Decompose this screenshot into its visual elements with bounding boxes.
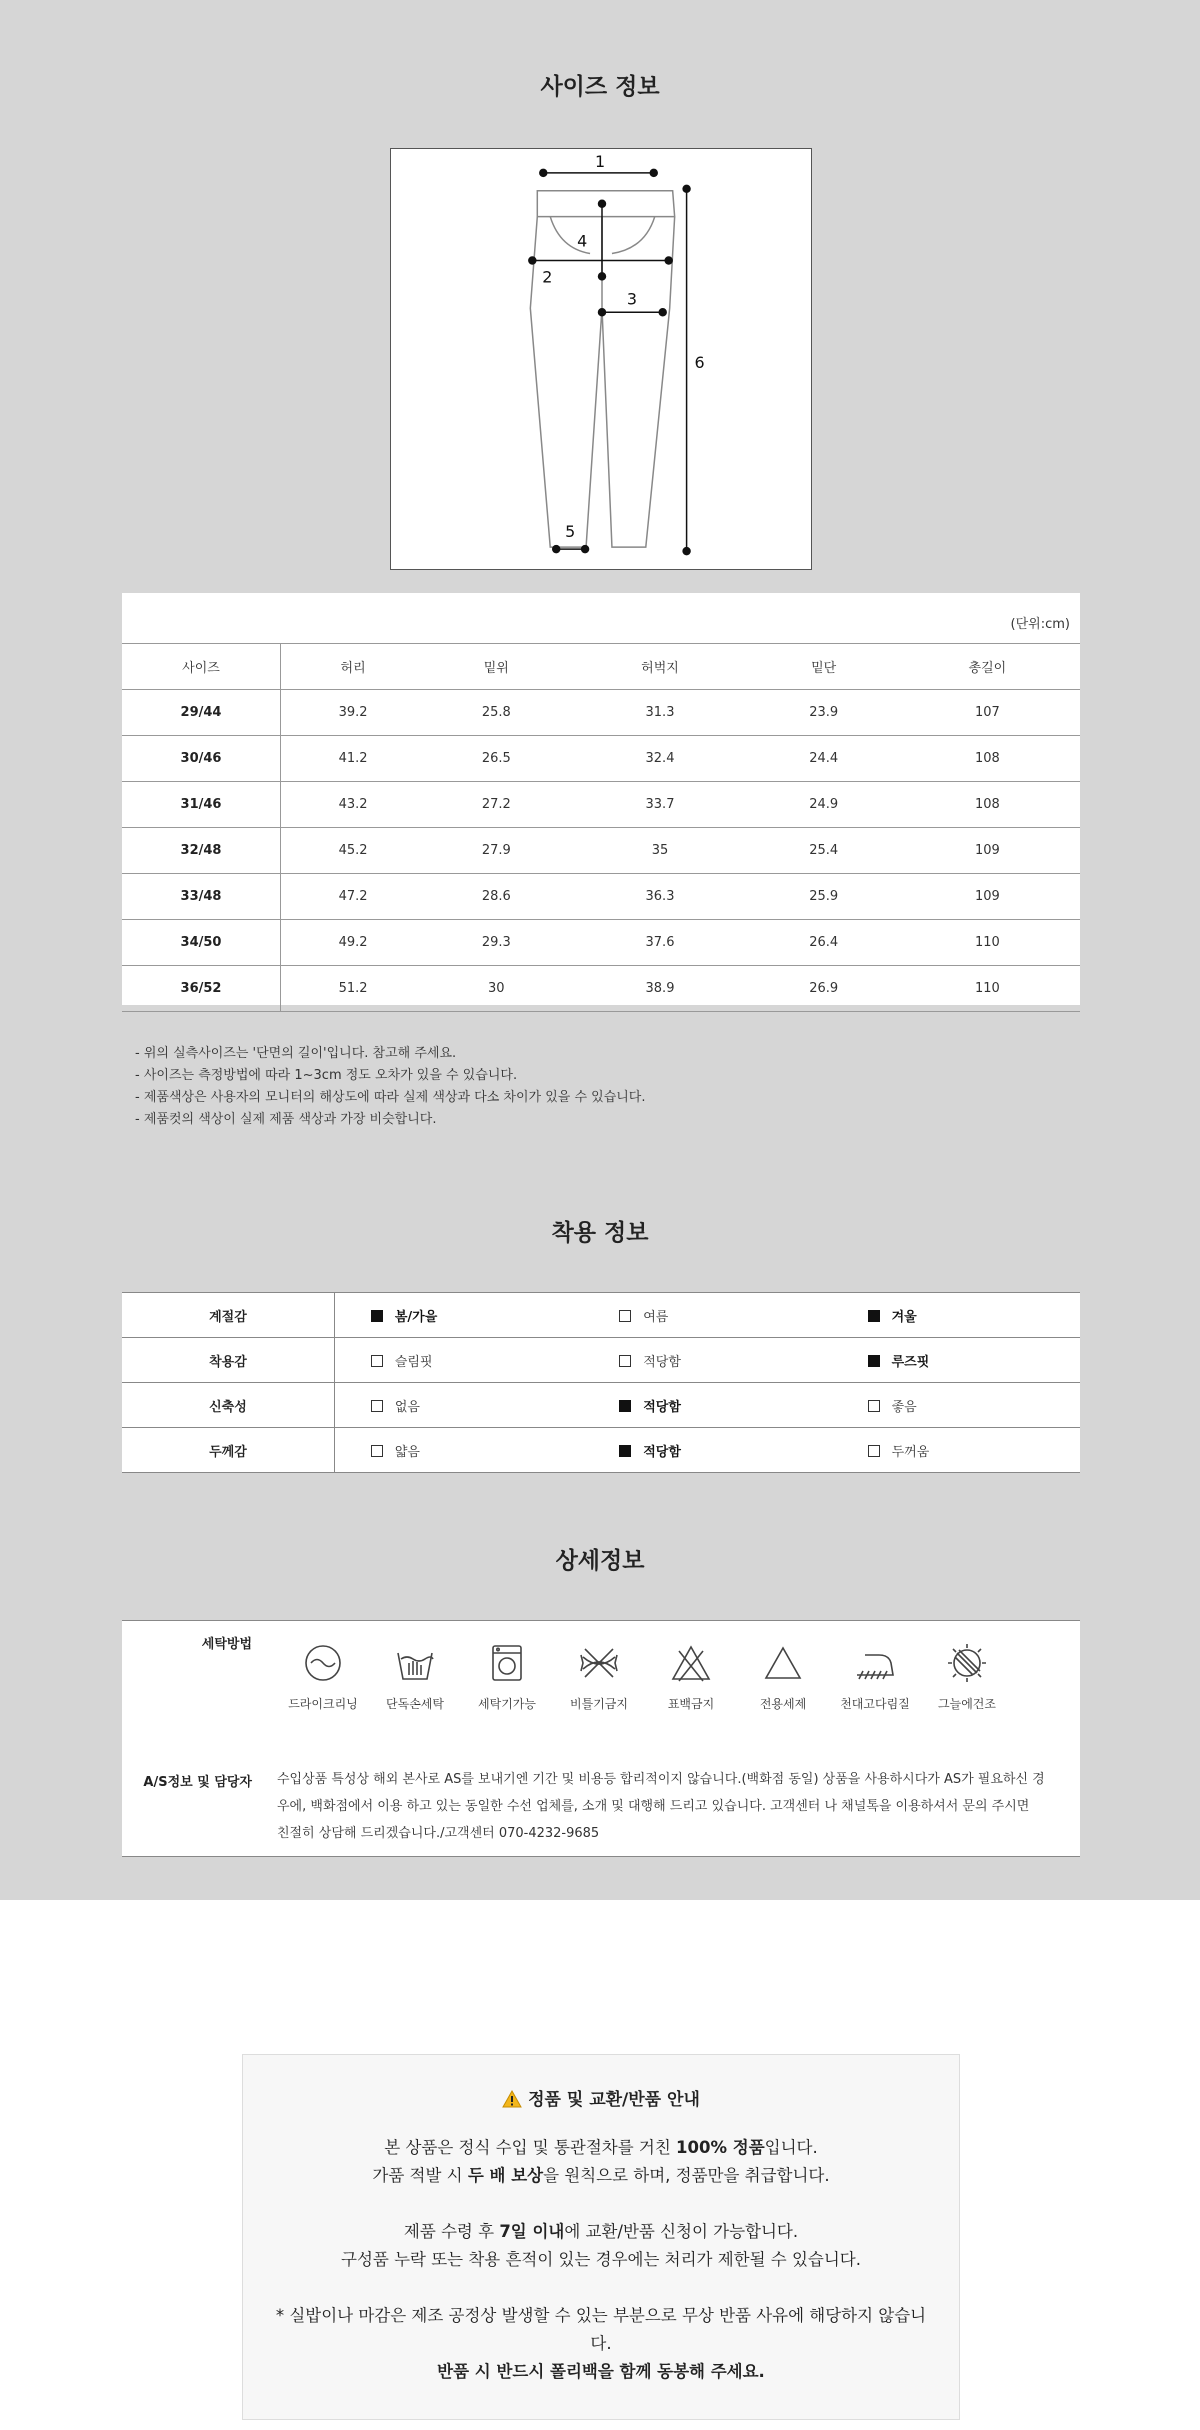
wash-item: 드라이크리닝 <box>277 1641 369 1712</box>
size-cell: 30/46 <box>122 736 281 782</box>
measure-cell: 47.2 <box>281 874 426 920</box>
measure-cell: 26.4 <box>753 920 895 966</box>
dry-clean-icon <box>301 1641 345 1685</box>
notice-line: 반품 시 반드시 폴리백을 함께 동봉해 주세요. <box>437 2362 765 2381</box>
checked-box-icon <box>619 1445 631 1457</box>
wear-label: 착용감 <box>122 1338 334 1383</box>
detail-info-panel <box>122 1620 1080 1857</box>
unchecked-box-icon <box>371 1400 383 1412</box>
size-table-panel <box>122 593 1080 1005</box>
size-cell: 36/52 <box>122 966 281 1012</box>
size-row <box>122 874 1080 920</box>
size-cell: 33/48 <box>122 874 281 920</box>
wear-option: 루즈핏 <box>832 1338 1080 1383</box>
wear-row <box>122 1293 1080 1338</box>
measure-cell: 38.9 <box>567 966 752 1012</box>
wear-option: 없음 <box>334 1383 583 1428</box>
unchecked-box-icon <box>868 1445 880 1457</box>
wear-label: 신축성 <box>122 1383 334 1428</box>
measure-cell: 24.4 <box>753 736 895 782</box>
size-row <box>122 782 1080 828</box>
wear-option: 적당함 <box>583 1428 831 1473</box>
wear-option: 적당함 <box>583 1383 831 1428</box>
note-line: - 사이즈는 측정방법에 따라 1~3cm 정도 오차가 있을 수 있습니다. <box>135 1068 518 1083</box>
size-cell: 31/46 <box>122 782 281 828</box>
size-row <box>122 828 1080 874</box>
note-line: - 제품색상은 사용자의 모니터의 해상도에 따라 실제 색상과 다소 차이가 있을 수 있습니다. <box>135 1090 646 1105</box>
size-notes <box>135 1043 646 1131</box>
iron-icon <box>853 1641 897 1685</box>
wear-info-table <box>122 1292 1080 1473</box>
wear-row <box>122 1428 1080 1473</box>
notice-line: 본 상품은 정식 수입 및 통관절차를 거친 100% 정품입니다. <box>384 2138 818 2157</box>
measure-cell: 37.6 <box>567 920 752 966</box>
size-row <box>122 690 1080 736</box>
measure-cell: 35 <box>567 828 752 874</box>
measure-cell: 33.7 <box>567 782 752 828</box>
notice-line: 가품 적발 시 두 배 보상을 원칙으로 하며, 정품만을 취급합니다. <box>372 2166 830 2185</box>
checked-box-icon <box>619 1400 631 1412</box>
notice-line: 제품 수령 후 7일 이내에 교환/반품 신청이 가능합니다. <box>403 2222 799 2241</box>
measure-cell: 109 <box>895 874 1080 920</box>
measure-cell: 31.3 <box>567 690 752 736</box>
no-bleach-icon <box>669 1641 713 1685</box>
checked-box-icon <box>868 1355 880 1367</box>
wear-option: 얇음 <box>334 1428 583 1473</box>
wear-info-title: 착용 정보 <box>551 1220 649 1246</box>
measure-cell: 45.2 <box>281 828 426 874</box>
notice-line: * 실밥이나 마감은 제조 공정상 발생할 수 있는 부분으로 무상 반품 사유에 해당하지 않습니 <box>275 2306 927 2325</box>
measure-cell: 30 <box>425 966 567 1012</box>
wear-option: 여름 <box>583 1293 831 1338</box>
header-thigh: 허벅지 <box>567 644 752 690</box>
wash-item: 비틀기금지 <box>553 1641 645 1712</box>
wash-item: 단독손세탁 <box>369 1641 461 1712</box>
pants-size-diagram <box>390 148 812 570</box>
unit-label: (단위:cm) <box>1010 617 1070 632</box>
size-info-title: 사이즈 정보 <box>540 74 660 100</box>
wear-option: 두꺼움 <box>832 1428 1080 1473</box>
header-size: 사이즈 <box>122 644 281 690</box>
measure-cell: 25.4 <box>753 828 895 874</box>
measure-cell: 23.9 <box>753 690 895 736</box>
size-cell: 34/50 <box>122 920 281 966</box>
wear-option: 좋음 <box>832 1383 1080 1428</box>
checked-box-icon <box>371 1310 383 1322</box>
wash-item: 전용세제 <box>737 1641 829 1712</box>
notice-line: 다. <box>590 2334 612 2353</box>
measure-cell: 24.9 <box>753 782 895 828</box>
measure-cell: 27.9 <box>425 828 567 874</box>
checked-box-icon <box>868 1310 880 1322</box>
measure-cell: 107 <box>895 690 1080 736</box>
measure-cell: 32.4 <box>567 736 752 782</box>
measure-cell: 36.3 <box>567 874 752 920</box>
dim-label-6: 6 <box>694 352 705 372</box>
washing-machine-icon <box>485 1641 529 1685</box>
detergent-icon <box>761 1641 805 1685</box>
measure-cell: 26.9 <box>753 966 895 1012</box>
dim-label-1: 1 <box>595 151 606 171</box>
header-length: 총길이 <box>895 644 1080 690</box>
as-info-label: A/S정보 및 담당자 <box>143 1775 252 1790</box>
detail-info-title: 상세정보 <box>555 1548 645 1574</box>
measure-cell: 25.8 <box>425 690 567 736</box>
pants-illustration <box>391 149 811 569</box>
unchecked-box-icon <box>371 1355 383 1367</box>
size-row <box>122 736 1080 782</box>
measure-cell: 109 <box>895 828 1080 874</box>
wear-label: 계절감 <box>122 1293 334 1338</box>
measure-cell: 49.2 <box>281 920 426 966</box>
wear-option: 슬림핏 <box>334 1338 583 1383</box>
measure-cell: 27.2 <box>425 782 567 828</box>
unchecked-box-icon <box>371 1445 383 1457</box>
unchecked-box-icon <box>868 1400 880 1412</box>
measure-cell: 110 <box>895 966 1080 1012</box>
measure-cell: 108 <box>895 736 1080 782</box>
size-row <box>122 920 1080 966</box>
dim-label-4: 4 <box>577 231 588 251</box>
notice-line: 구성품 누락 또는 착용 흔적이 있는 경우에는 처리가 제한될 수 있습니다. <box>341 2250 861 2269</box>
authenticity-notice <box>242 2054 960 2420</box>
wear-row <box>122 1383 1080 1428</box>
measure-cell: 25.9 <box>753 874 895 920</box>
wash-item: 세탁기가능 <box>461 1641 553 1712</box>
note-line: - 위의 실측사이즈는 '단면의 길이'입니다. 참고해 주세요. <box>135 1046 457 1061</box>
wash-item: 그늘에건조 <box>921 1641 1013 1712</box>
size-table-header <box>122 644 1080 690</box>
measure-cell: 43.2 <box>281 782 426 828</box>
wash-icons <box>277 1641 1057 1712</box>
warning-icon <box>502 2090 522 2108</box>
wear-option: 겨울 <box>832 1293 1080 1338</box>
wash-method-label: 세탁방법 <box>201 1637 252 1652</box>
shade-dry-icon <box>945 1641 989 1685</box>
size-cell: 29/44 <box>122 690 281 736</box>
wear-option: 봄/가을 <box>334 1293 583 1338</box>
measure-cell: 28.6 <box>425 874 567 920</box>
size-row <box>122 966 1080 1012</box>
dim-label-3: 3 <box>626 289 638 309</box>
size-cell: 32/48 <box>122 828 281 874</box>
measure-cell: 29.3 <box>425 920 567 966</box>
as-info-text: 수입상품 특성상 해외 본사로 AS를 보내기엔 기간 및 비용등 합리적이지 않습니다.(백화점 동일) 상품을 사용하시다가 AS가 필요하신 경 우에, 백화점에서 이용 하고 있는 동일한 수선 업체를, 소개 및 대행해 드리고 있습니다. 고객센터 나 채널톡을 이용하셔서 문의 주시면 친절히 상담해 드리겠습니다./고객센터 070-4232-9685 <box>277 1772 1045 1841</box>
wear-row <box>122 1338 1080 1383</box>
unchecked-box-icon <box>619 1310 631 1322</box>
dim-label-5: 5 <box>565 522 576 542</box>
no-wring-icon <box>577 1641 621 1685</box>
header-waist: 허리 <box>281 644 426 690</box>
notice-title: 정품 및 교환/반품 안내 <box>243 2085 959 2110</box>
note-line: - 제품컷의 색상이 실제 제품 색상과 가장 비슷합니다. <box>135 1112 437 1127</box>
unchecked-box-icon <box>619 1355 631 1367</box>
wear-option: 적당함 <box>583 1338 831 1383</box>
header-hem: 밑단 <box>753 644 895 690</box>
wear-label: 두께감 <box>122 1428 334 1473</box>
measure-cell: 110 <box>895 920 1080 966</box>
wash-item: 표백금지 <box>645 1641 737 1712</box>
size-table <box>122 643 1080 1012</box>
measure-cell: 51.2 <box>281 966 426 1012</box>
measure-cell: 26.5 <box>425 736 567 782</box>
measure-cell: 41.2 <box>281 736 426 782</box>
header-rise: 밑위 <box>425 644 567 690</box>
hand-wash-icon <box>393 1641 437 1685</box>
wash-item: 천대고다림질 <box>829 1641 921 1712</box>
measure-cell: 39.2 <box>281 690 426 736</box>
dim-label-2: 2 <box>542 267 553 287</box>
measure-cell: 108 <box>895 782 1080 828</box>
